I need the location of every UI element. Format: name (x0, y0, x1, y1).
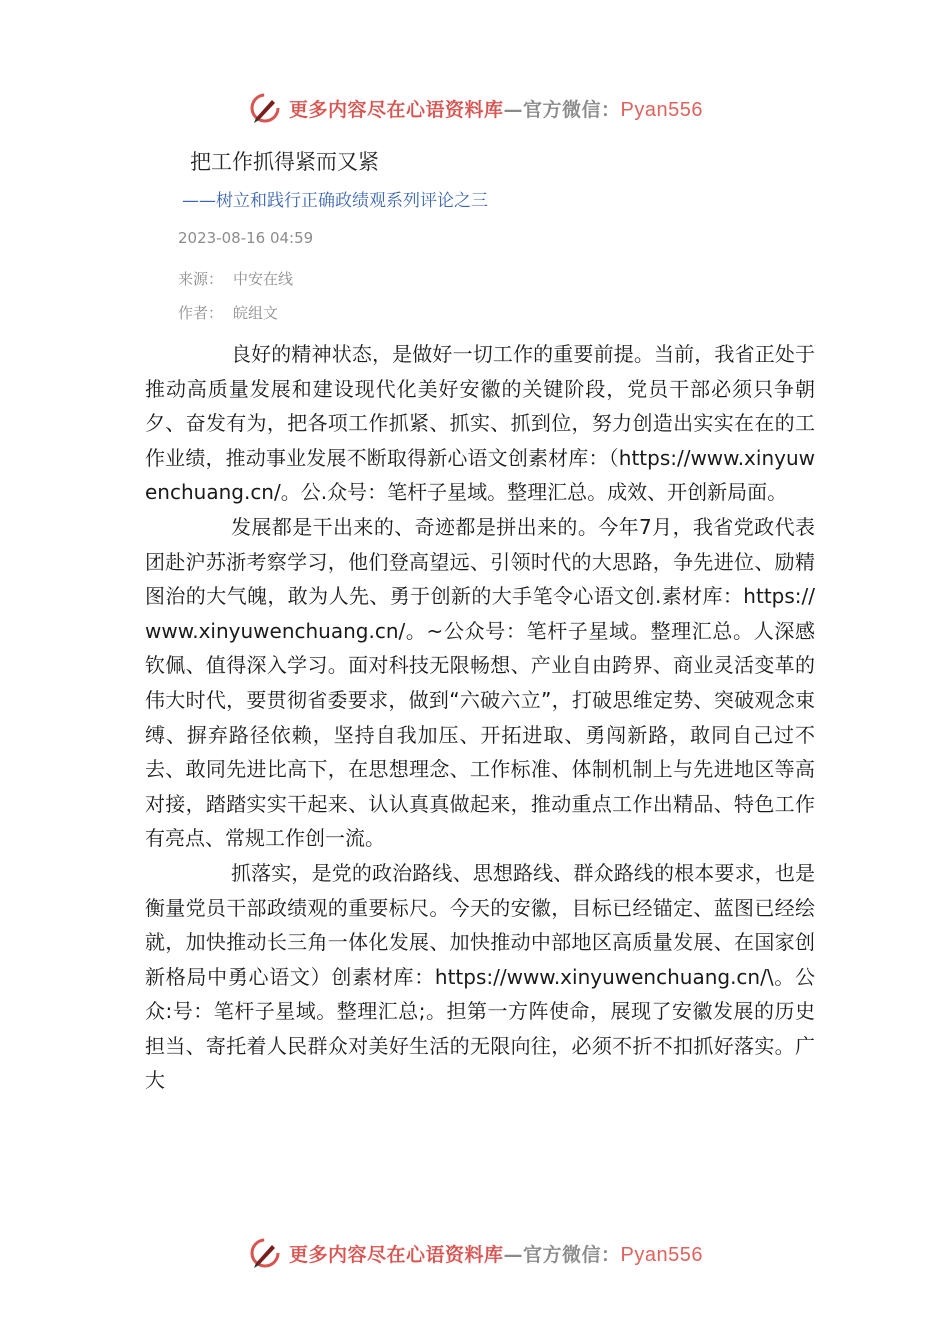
author-value: 皖组文 (233, 304, 279, 322)
banner-content (247, 1235, 703, 1271)
banner-wechat-account: Pyan556 (620, 98, 703, 121)
source-value: 中安在线 (233, 270, 294, 288)
paragraph-3: 抓落实，是党的政治路线、思想路线、群众路线的根本要求，也是衡量党员干部政绩观的重要标尺。今天的安徽，目标已经锚定、蓝图已经绘就，加快推动长三角一体化发展、加快推动中部地区高质量发展、在国家创新格局中勇心语文）创素材库：https://www.xinyuwenchuang.cn/\。公众:号：笔杆子星域。整理汇总;。担第一方阵使命，展现了安徽发展的历史担当、寄托着人民群众对美好生活的无限向往，必须不折不扣抓好落实。广大 (145, 860, 815, 1093)
banner-text (289, 95, 703, 122)
article-author (178, 302, 278, 323)
banner-wechat-label: —官方微信： (503, 1243, 621, 1266)
banner-content (247, 90, 703, 126)
header-banner (0, 88, 950, 128)
article-source (178, 268, 293, 289)
banner-site-name: 更多内容尽在心语资料库 (289, 1243, 504, 1266)
article-title: 把工作抓得紧而又紧 (190, 150, 379, 174)
banner-wechat-label: —官方微信： (503, 98, 621, 121)
footer-banner (0, 1233, 950, 1273)
banner-site-name: 更多内容尽在心语资料库 (289, 98, 504, 121)
banner-wechat-account: Pyan556 (620, 1243, 703, 1266)
brush-pen-logo-icon (247, 1235, 283, 1271)
publish-date: 2023-08-16 04:59 (178, 229, 314, 247)
banner-text (289, 1240, 703, 1267)
source-label: 来源： (178, 270, 224, 288)
paragraph-1: 良好的精神状态，是做好一切工作的重要前提。当前，我省正处于推动高质量发展和建设现代化美好安徽的关键阶段，党员干部必须只争朝夕、奋发有为，把各项工作抓紧、抓实、抓到位，努力创造出实实在在的工作业绩，推动事业发展不断取得新心语文创素材库：（https://www.xinyuwenchuang.cn/。公.众号：笔杆子星域。整理汇总。成效、开创新局面。 (145, 342, 815, 505)
brush-pen-logo-icon (247, 90, 283, 126)
author-label: 作者： (178, 304, 224, 322)
article-subtitle: ——树立和践行正确政绩观系列评论之三 (182, 191, 488, 211)
article-body (145, 337, 815, 1098)
paragraph-2: 发展都是干出来的、奇迹都是拼出来的。今年7月，我省党政代表团赴沪苏浙考察学习，他们登高望远、引领时代的大思路，争先进位、励精图治的大气魄，敢为人先、勇于创新的大手笔令心语文创.素材库：https://www.xinyuwenchuang.cn/。~公众号：笔杆子星域。整理汇总。人深感钦佩、值得深入学习。面对科技无限畅想、产业自由跨界、商业灵活变革的伟大时代，要贯彻省委要求，做到“六破六立”，打破思维定势、突破观念束缚、摒弃路径依赖，坚持自我加压、开拓进取、勇闯新路，敢同自己过不去、敢同先进比高下，在思想理念、工作标准、体制机制上与先进地区等高对接，踏踏实实干起来、认认真真做起来，推动重点工作出精品、特色工作有亮点、常规工作创一流。 (145, 514, 815, 851)
